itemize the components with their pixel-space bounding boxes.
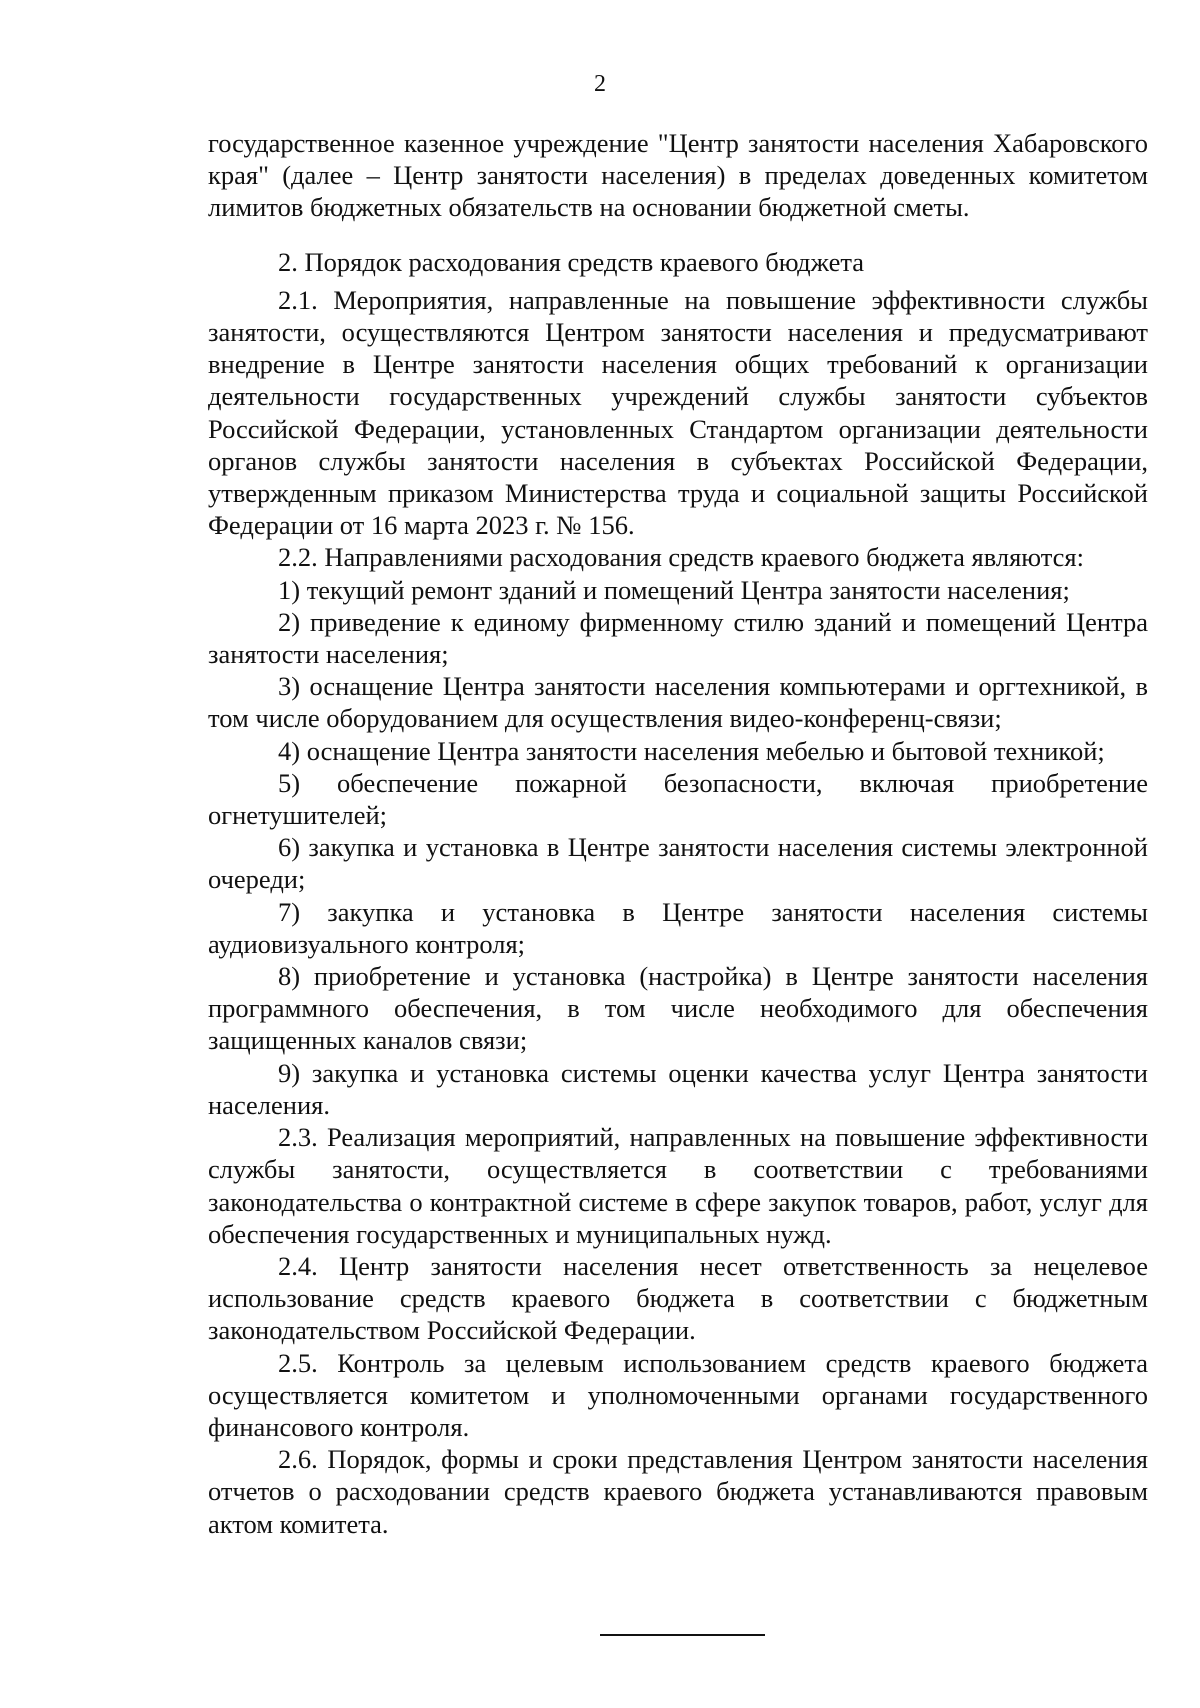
paragraph-2-1: 2.1. Мероприятия, направленные на повышение эффективности службы занятости, осуществляются Центром занятости населения и предусматривают внедрение в Центре занятости населения общих требований к организации деятельности государственных учреждений службы занятости субъектов Российской Федерации, установленных Стандартом организации деятельности органов службы занятости населения в субъектах Российской Федерации, утвержденным приказом Министерства труда и социальной защиты Российской Федерации от 16 марта 2023 г. № 156. (208, 284, 1148, 541)
list-item: 8) приобретение и установка (настройка) в Центре занятости населения программного обеспечения, в том числе необходимого для обеспечения защищенных каналов связи; (208, 961, 1148, 1056)
list-item: 1) текущий ремонт зданий и помещений Центра занятости населения; (278, 574, 1070, 605)
list-item: 5) обеспечение пожарной безопасности, включая приобретение огнетушителей; (208, 767, 1148, 831)
document-body (208, 127, 1148, 1540)
paragraph-2-3: 2.3. Реализация мероприятий, направленных на повышение эффективности службы занятости, осуществляется в соответствии с требованиями законодательства о контрактной системе в сфере закупок товаров, работ, услуг для обеспечения государственных и муниципальных нужд. (208, 1122, 1148, 1249)
end-of-document-rule (600, 1634, 765, 1636)
list-item: 2) приведение к единому фирменному стилю зданий и помещений Центра занятости населения; (208, 606, 1148, 670)
page-number: 2 (594, 71, 606, 97)
paragraph-2-6: 2.6. Порядок, формы и сроки представления Центром занятости населения отчетов о расходовании средств краевого бюджета устанавливаются правовым актом комитета. (208, 1444, 1148, 1539)
list-item: 6) закупка и установка в Центре занятости населения системы электронной очереди; (208, 832, 1148, 895)
paragraph-2-5: 2.5. Контроль за целевым использованием средств краевого бюджета осуществляется комитетом и уполномоченными органами государственного финансового контроля. (208, 1347, 1148, 1442)
list-item: 9) закупка и установка системы оценки качества услуг Центра занятости населения. (208, 1057, 1148, 1120)
list-item: 7) закупка и установка в Центре занятости населения системы аудиовизуального контроля; (208, 896, 1148, 959)
paragraph-2-2: 2.2. Направлениями расходования средств краевого бюджета являются: (278, 542, 1084, 573)
section-heading: 2. Порядок расходования средств краевого бюджета (278, 246, 865, 277)
intro-paragraph: государственное казенное учреждение "Центр занятости населения Хабаровского края" (далее – Центр занятости населения) в пределах доведенных комитетом лимитов бюджетных обязательств на основании бюджетной сметы. (208, 128, 1148, 223)
list-item: 4) оснащение Центра занятости населения мебелью и бытовой техникой; (278, 735, 1105, 766)
list-item: 3) оснащение Центра занятости населения компьютерами и оргтехникой, в том числе оборудованием для осуществления видео-конференц-связи; (208, 671, 1148, 734)
paragraph-2-4: 2.4. Центр занятости населения несет ответственность за нецелевое использование средств краевого бюджета в соответствии с бюджетным законодательством Российской Федерации. (208, 1250, 1148, 1346)
